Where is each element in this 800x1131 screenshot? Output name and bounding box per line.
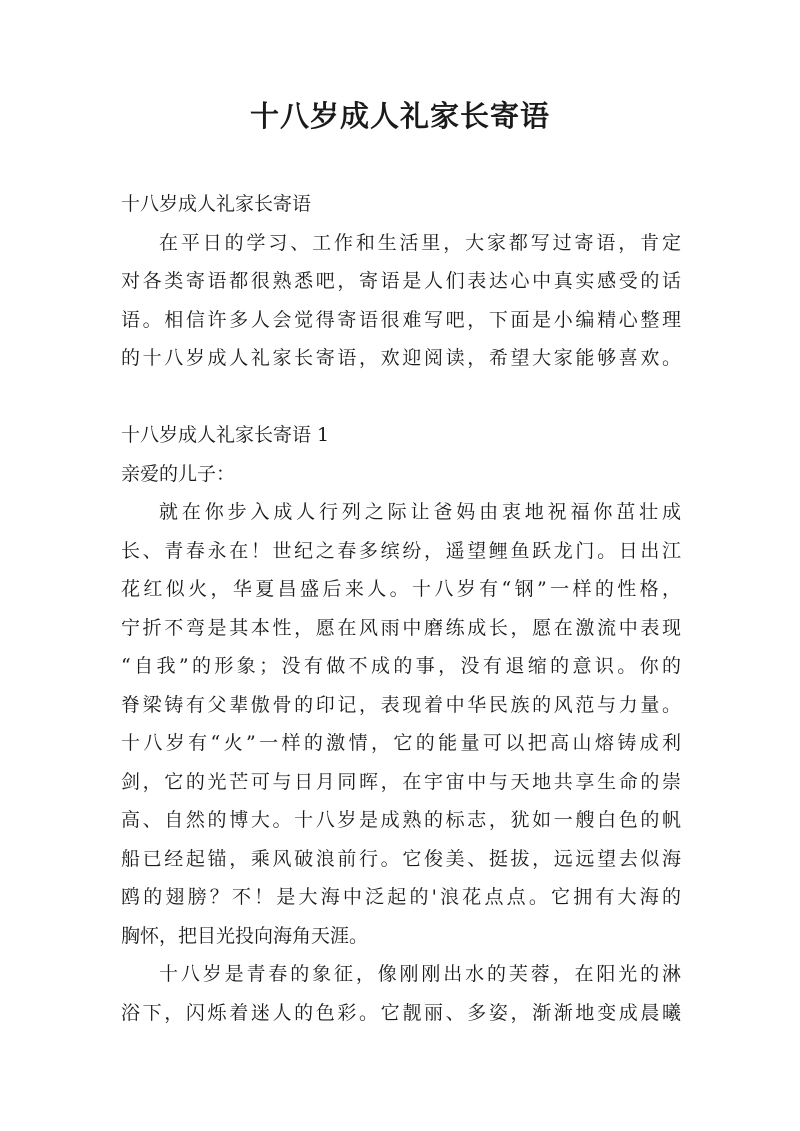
document-body <box>121 185 681 1032</box>
intro-line: 对各类寄语都很熟悉吧，寄语是人们表达心中真实感受的话 <box>121 270 681 292</box>
paragraph-line: 十八岁有“火”一样的激情，它的能量可以把高山熔铸成利 <box>121 732 681 754</box>
paragraph-gap <box>121 378 681 417</box>
paragraph-line: 宁折不弯是其本性，愿在风雨中磨练成长，愿在激流中表现 <box>121 616 681 639</box>
paragraph-line: 长、青春永在！世纪之春多缤纷，遥望鲤鱼跃龙门。日出江 <box>121 539 681 562</box>
intro-paragraph <box>121 224 681 378</box>
body-paragraph-2 <box>121 955 681 1032</box>
intro-line: 语。相信许多人会觉得寄语很难写吧，下面是小编精心整理 <box>121 308 681 331</box>
intro-line: 的十八岁成人礼家长寄语，欢迎阅读，希望大家能够喜欢。 <box>121 347 681 369</box>
paragraph-line: 十八岁是青春的象征，像刚刚出水的芙蓉，在阳光的淋 <box>159 963 681 985</box>
body-paragraph-1 <box>121 493 681 955</box>
paragraph-line: 花红似火，华夏昌盛后来人。十八岁有“钢”一样的性格， <box>121 578 681 600</box>
paragraph-line: 浴下，闪烁着迷人的色彩。它靓丽、多姿，渐渐地变成晨曦 <box>121 1001 681 1024</box>
paragraph-line: 脊梁铸有父辈傲骨的印记，表现着中华民族的风范与力量。 <box>121 693 681 716</box>
paragraph-line: 胸怀，把目光投向海角天涯。 <box>121 924 369 947</box>
paragraph-line: 就在你步入成人行列之际让爸妈由衷地祝福你茁壮成 <box>159 501 681 523</box>
salutation: 亲爱的儿子： <box>121 462 236 485</box>
document-title: 十八岁成人礼家长寄语 <box>249 99 550 133</box>
paragraph-line: 剑，它的光芒可与日月同晖，在宇宙中与天地共享生命的崇 <box>121 770 681 793</box>
intro-line: 在平日的学习、工作和生活里，大家都写过寄语，肯定 <box>159 231 681 254</box>
paragraph-line: “自我”的形象；没有做不成的事，没有退缩的意识。你的 <box>121 655 681 677</box>
paragraph-line: 鸥的翅膀？不！是大海中泛起的'浪花点点。它拥有大海的 <box>121 886 681 908</box>
document-subtitle: 十八岁成人礼家长寄语 <box>121 193 312 215</box>
paragraph-line: 高、自然的博大。十八岁是成熟的标志，犹如一艘白色的帆 <box>121 809 681 831</box>
paragraph-line: 船已经起锚，乘风破浪前行。它俊美、挺拔，远远望去似海 <box>121 847 681 870</box>
section-heading: 十八岁成人礼家长寄语 1 <box>121 424 330 446</box>
